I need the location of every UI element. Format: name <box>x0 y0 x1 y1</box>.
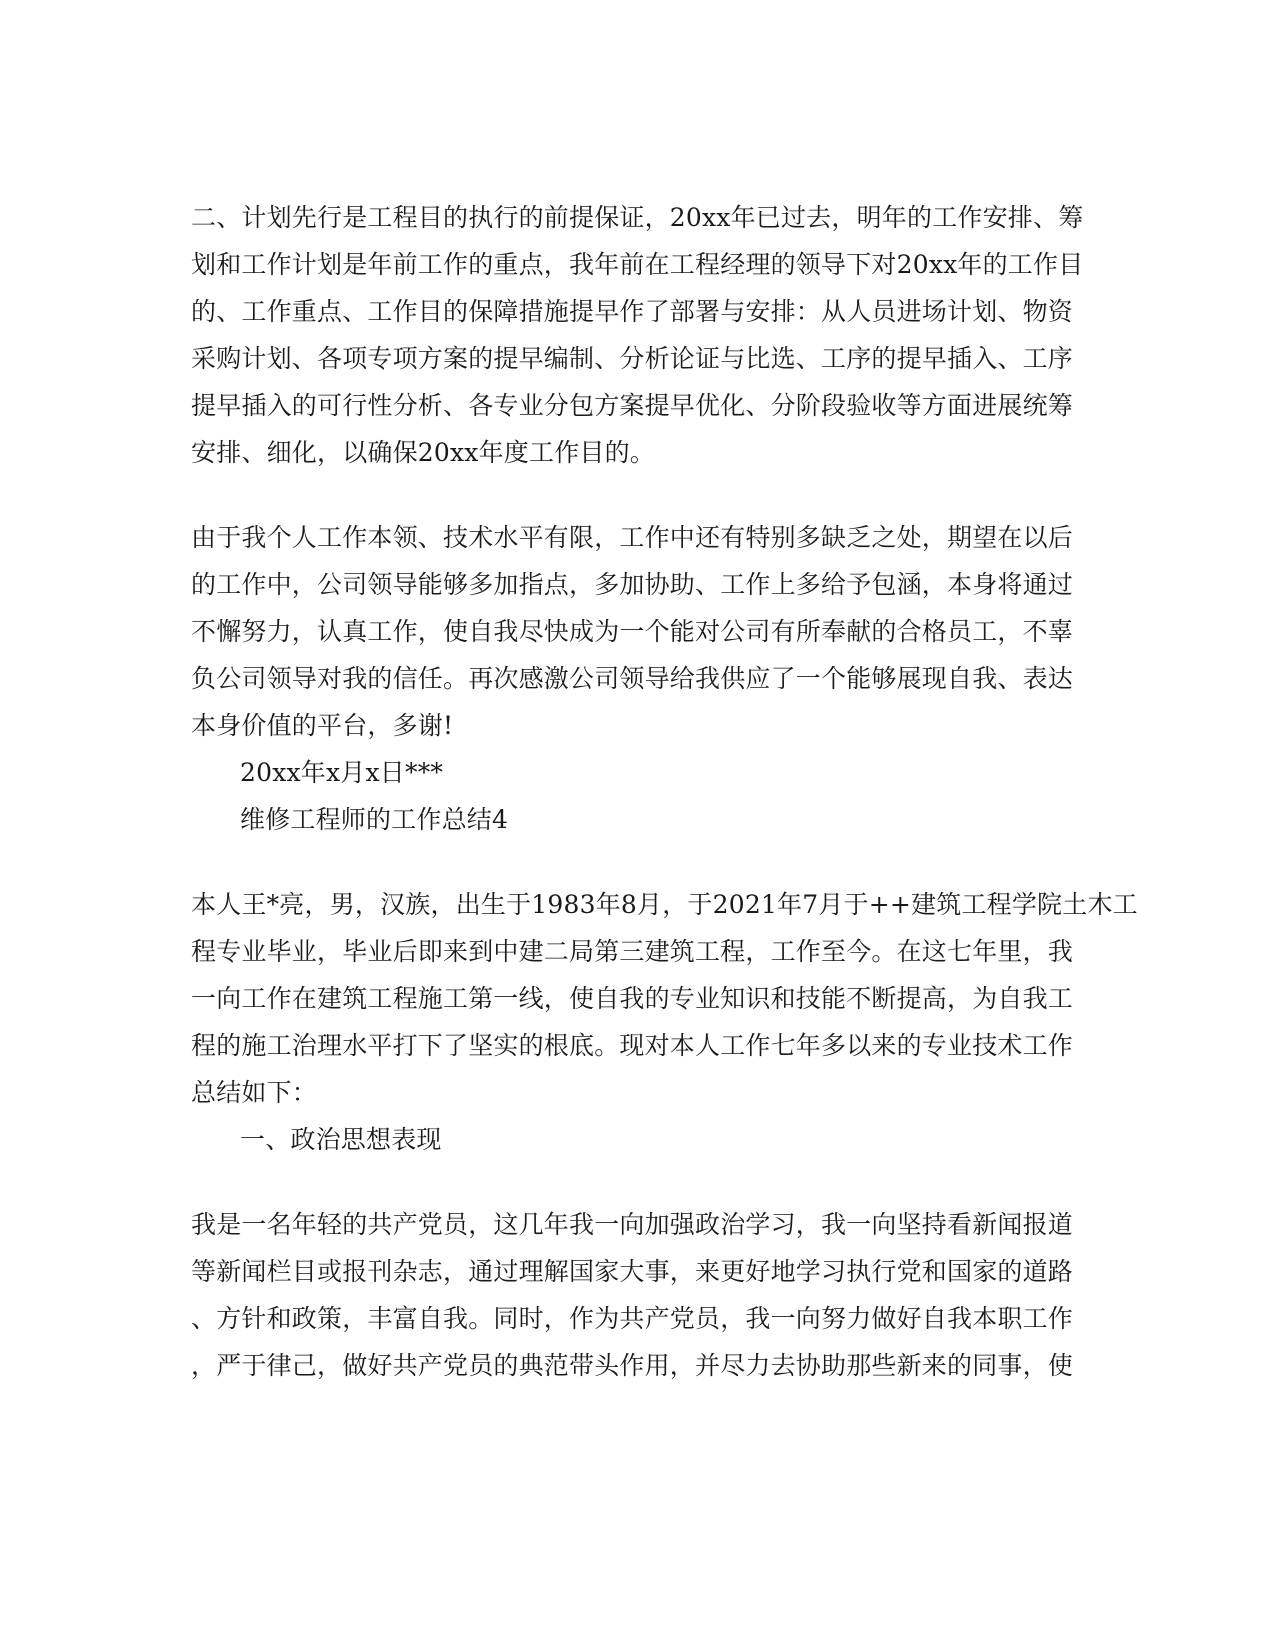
paragraph-3-line-3: 一向工作在建筑工程施工第一线，使自我的专业知识和技能不断提高，为自我工 <box>191 984 1074 1013</box>
paragraph-3-line-4: 程的施工治理水平打下了坚实的根底。现对本人工作七年多以来的专业技术工作 <box>191 1031 1074 1060</box>
paragraph-2-line-5: 本身价值的平台，多谢! <box>191 711 454 740</box>
paragraph-1-line-3: 的、工作重点、工作目的保障措施提早作了部署与安排：从人员进场计划、物资 <box>191 297 1074 326</box>
paragraph-4-line-1: 我是一名年轻的共产党员，这几年我一向加强政治学习，我一向坚持看新闻报道 <box>191 1210 1074 1239</box>
paragraph-4-line-4: ，严于律己，做好共产党员的典范带头作用，并尽力去协助那些新来的同事，使 <box>191 1351 1074 1380</box>
paragraph-4-line-2: 等新闻栏目或报刊杂志，通过理解国家大事，来更好地学习执行党和国家的道路 <box>191 1257 1074 1286</box>
paragraph-3-line-1: 本人王*亮，男，汉族，出生于1983年8月，于2021年7月于++建筑工程学院土木工 <box>191 890 1138 919</box>
paragraph-1-line-2: 划和工作计划是年前工作的重点，我年前在工程经理的领导下对20xx年的工作目 <box>191 250 1084 279</box>
heading-political-thought: 一、政治思想表现 <box>240 1125 442 1154</box>
paragraph-2-line-1: 由于我个人工作本领、技术水平有限，工作中还有特别多缺乏之处，期望在以后 <box>191 523 1074 552</box>
paragraph-2-line-3: 不懈努力，认真工作，使自我尽快成为一个能对公司有所奉献的合格员工，不辜 <box>191 617 1074 646</box>
paragraph-1-line-5: 提早插入的可行性分析、各专业分包方案提早优化、分阶段验收等方面进展统筹 <box>191 391 1074 420</box>
paragraph-1-line-4: 采购计划、各项专项方案的提早编制、分析论证与比选、工序的提早插入、工序 <box>191 344 1074 373</box>
paragraph-3-line-2: 程专业毕业，毕业后即来到中建二局第三建筑工程，工作至今。在这七年里，我 <box>191 937 1074 966</box>
paragraph-4-line-3: 、方针和政策，丰富自我。同时，作为共产党员，我一向努力做好自我本职工作 <box>191 1304 1074 1333</box>
date-signature: 20xx年x月x日*** <box>240 758 444 787</box>
paragraph-1-line-6: 安排、细化，以确保20xx年度工作目的。 <box>191 438 656 467</box>
paragraph-3-line-5: 总结如下： <box>191 1078 318 1107</box>
paragraph-2-line-2: 的工作中，公司领导能够多加指点，多加协助、工作上多给予包涵，本身将通过 <box>191 570 1074 599</box>
paragraph-1-line-1: 二、计划先行是工程目的执行的前提保证，20xx年已过去，明年的工作安排、筹 <box>191 203 1084 232</box>
paragraph-2-line-4: 负公司领导对我的信任。再次感激公司领导给我供应了一个能够展现自我、表达 <box>191 664 1074 693</box>
section-title: 维修工程师的工作总结4 <box>240 805 509 834</box>
